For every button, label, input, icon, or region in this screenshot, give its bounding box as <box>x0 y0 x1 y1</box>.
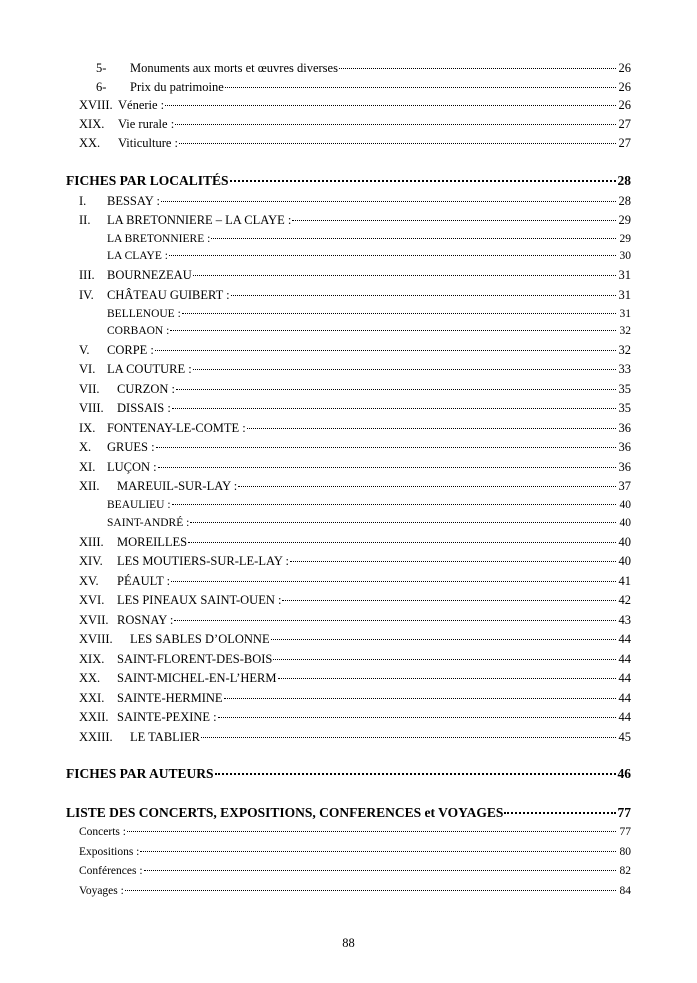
toc-page: 33 <box>618 362 631 376</box>
dot-leader <box>504 812 616 814</box>
toc-label: Expositions : <box>79 846 140 858</box>
toc-page: 36 <box>618 460 631 474</box>
toc-number: 6- <box>96 80 107 94</box>
toc-label: FICHES PAR LOCALITÉS <box>66 173 229 188</box>
toc-label: LUÇON : <box>107 460 157 474</box>
toc-entry <box>117 533 631 551</box>
dot-leader <box>273 659 616 660</box>
toc-row <box>0 552 697 570</box>
toc-label: SAINT-ANDRÉ : <box>107 517 190 529</box>
toc-label: SAINTE-PEXINE : <box>117 710 217 724</box>
toc-entry <box>66 804 631 822</box>
toc-label: MOREILLES <box>117 535 188 549</box>
toc-page: 29 <box>619 233 631 245</box>
toc-number: XXIII. <box>79 730 113 744</box>
toc-number: 5- <box>96 61 107 75</box>
toc-subrow <box>0 247 697 265</box>
dot-leader <box>165 105 616 106</box>
toc-label: Viticulture : <box>118 136 178 150</box>
dot-leader <box>231 295 616 296</box>
section-heading <box>0 172 697 190</box>
toc-page: 27 <box>618 136 631 150</box>
toc-label: BESSAY : <box>107 194 160 208</box>
toc-row <box>0 360 697 378</box>
toc-row <box>0 650 697 668</box>
dot-leader <box>225 87 616 88</box>
toc-label: Concerts : <box>79 826 126 838</box>
toc-label: LES SABLES D’OLONNE <box>130 632 270 646</box>
toc-label: CORPE : <box>107 343 154 357</box>
dot-leader <box>190 522 616 523</box>
dot-leader <box>271 639 616 640</box>
dot-leader <box>230 180 616 182</box>
toc-page: 27 <box>618 117 631 131</box>
toc-entry <box>117 591 631 609</box>
toc-label: LA BRETONNIERE : <box>107 233 211 245</box>
toc-label: LA CLAYE : <box>107 250 168 262</box>
toc-page: 29 <box>618 213 631 227</box>
toc-page: 46 <box>617 766 631 781</box>
toc-number: VI. <box>79 362 96 376</box>
dot-leader <box>282 600 616 601</box>
toc-number: XXI. <box>79 691 105 705</box>
toc-row <box>0 477 697 495</box>
toc-row <box>0 862 697 880</box>
toc-page: 44 <box>618 652 631 666</box>
toc-entry <box>130 59 631 77</box>
dot-leader <box>278 678 617 679</box>
toc-row <box>0 843 697 861</box>
toc-row <box>0 380 697 398</box>
toc-page: 37 <box>618 479 631 493</box>
toc-label: LISTE DES CONCERTS, EXPOSITIONS, CONFERENCES et VOYAGES <box>66 805 504 820</box>
toc-entry <box>107 360 631 378</box>
dot-leader <box>161 201 616 202</box>
toc-label: CHÂTEAU GUIBERT : <box>107 288 230 302</box>
dot-leader <box>215 773 616 775</box>
toc-entry <box>107 438 631 456</box>
toc-row <box>0 341 697 359</box>
toc-number: XXII. <box>79 710 109 724</box>
toc-label: CURZON : <box>117 382 175 396</box>
dot-leader <box>211 238 616 239</box>
toc-label: ROSNAY : <box>117 613 174 627</box>
toc-row <box>0 611 697 629</box>
dot-leader <box>247 428 616 429</box>
toc-page: 80 <box>619 846 631 858</box>
dot-leader <box>172 504 616 505</box>
toc-row <box>0 572 697 590</box>
toc-label: BELLENOUE : <box>107 308 181 320</box>
toc-page: 32 <box>618 343 631 357</box>
toc-page: 31 <box>619 308 631 320</box>
toc-row <box>0 96 697 114</box>
toc-entry <box>117 380 631 398</box>
toc-row <box>0 419 697 437</box>
dot-leader <box>238 486 616 487</box>
toc-number: VII. <box>79 382 100 396</box>
toc-row <box>0 192 697 210</box>
dot-leader <box>125 890 616 891</box>
toc-number: XII. <box>79 479 100 493</box>
dot-leader <box>144 870 616 871</box>
toc-entry <box>118 96 631 114</box>
section-heading <box>0 804 697 822</box>
toc-label: LES MOUTIERS-SUR-LE-LAY : <box>117 554 289 568</box>
toc-row <box>0 823 697 841</box>
toc-row <box>0 78 697 96</box>
toc-row <box>0 59 697 77</box>
toc-page: 26 <box>618 98 631 112</box>
dot-leader <box>172 408 616 409</box>
dot-leader <box>155 350 616 351</box>
toc-label: FICHES PAR AUTEURS <box>66 766 214 781</box>
toc-entry <box>79 882 631 900</box>
toc-entry <box>117 689 631 707</box>
toc-row <box>0 438 697 456</box>
toc-label: LA COUTURE : <box>107 362 192 376</box>
toc-entry <box>117 611 631 629</box>
toc-entry <box>117 708 631 726</box>
toc-entry <box>79 823 631 841</box>
toc-label: Vie rurale : <box>118 117 175 131</box>
toc-number: XVIII. <box>79 632 113 646</box>
toc-label: CORBAON : <box>107 325 170 337</box>
toc-label: Conférences : <box>79 865 143 877</box>
toc-page: 42 <box>618 593 631 607</box>
dot-leader <box>339 68 616 69</box>
toc-number: IV. <box>79 288 94 302</box>
dot-leader <box>193 369 616 370</box>
toc-subrow <box>0 496 697 514</box>
toc-entry <box>107 247 631 265</box>
toc-entry <box>130 78 631 96</box>
toc-entry <box>107 341 631 359</box>
toc-row <box>0 669 697 687</box>
toc-page: 41 <box>618 574 631 588</box>
toc-label: DISSAIS : <box>117 401 171 415</box>
toc-number: XIX. <box>79 117 105 131</box>
toc-page: 40 <box>619 517 631 529</box>
toc-label: LE TABLIER <box>130 730 200 744</box>
toc-page: 26 <box>618 80 631 94</box>
dot-leader <box>182 313 616 314</box>
toc-page: 36 <box>618 421 631 435</box>
toc-number: XV. <box>79 574 99 588</box>
toc-label: SAINT-FLORENT-DES-BOIS <box>117 652 273 666</box>
dot-leader <box>127 831 616 832</box>
toc-row <box>0 134 697 152</box>
toc-row <box>0 399 697 417</box>
toc-number: XVIII. <box>79 98 113 112</box>
toc-row <box>0 728 697 746</box>
toc-number: XX. <box>79 671 101 685</box>
toc-row <box>0 533 697 551</box>
toc-label: BEAULIEU : <box>107 499 171 511</box>
toc-label: Vénerie : <box>118 98 165 112</box>
dot-leader <box>201 737 616 738</box>
dot-leader <box>193 275 616 276</box>
toc-label: Voyages : <box>79 885 124 897</box>
dot-leader <box>158 467 616 468</box>
toc-entry <box>107 322 631 340</box>
toc-row <box>0 211 697 229</box>
toc-entry <box>118 115 631 133</box>
dot-leader <box>188 542 616 543</box>
toc-page: 35 <box>618 401 631 415</box>
toc-label: LES PINEAUX SAINT-OUEN : <box>117 593 282 607</box>
toc-page: 44 <box>618 671 631 685</box>
toc-subrow <box>0 230 697 248</box>
toc-page: 82 <box>619 865 631 877</box>
toc-number: II. <box>79 213 91 227</box>
toc-entry <box>117 552 631 570</box>
toc-number: X. <box>79 440 92 454</box>
toc-page: 44 <box>618 710 631 724</box>
toc-label: SAINTE-HERMINE <box>117 691 223 705</box>
toc-label: PÉAULT : <box>117 574 171 588</box>
toc-entry <box>117 572 631 590</box>
toc-label: Prix du patrimoine <box>130 80 224 94</box>
toc-subrow <box>0 514 697 532</box>
toc-number: V. <box>79 343 90 357</box>
dot-leader <box>218 717 616 718</box>
toc-label: MAREUIL-SUR-LAY : <box>117 479 238 493</box>
toc-entry <box>107 192 631 210</box>
toc-page: 43 <box>618 613 631 627</box>
toc-row <box>0 708 697 726</box>
toc-entry <box>117 477 631 495</box>
toc-page: 40 <box>619 499 631 511</box>
toc-page: 44 <box>618 691 631 705</box>
toc-label: GRUES : <box>107 440 155 454</box>
toc-number: XVI. <box>79 593 105 607</box>
toc-row <box>0 630 697 648</box>
dot-leader <box>174 620 616 621</box>
toc-entry <box>118 134 631 152</box>
toc-page: 28 <box>617 173 631 188</box>
toc-row <box>0 115 697 133</box>
toc-number: XIX. <box>79 652 105 666</box>
toc-label: SAINT-MICHEL-EN-L’HERM <box>117 671 277 685</box>
toc-page: 28 <box>618 194 631 208</box>
toc-row <box>0 882 697 900</box>
toc-page: 36 <box>618 440 631 454</box>
section-heading <box>0 765 697 783</box>
toc-entry <box>107 458 631 476</box>
toc-entry <box>107 211 631 229</box>
toc-label: Monuments aux morts et œuvres diverses <box>130 61 338 75</box>
toc-number: XIV. <box>79 554 103 568</box>
dot-leader <box>156 447 616 448</box>
dot-leader <box>140 851 616 852</box>
toc-number: XI. <box>79 460 96 474</box>
toc-page: 35 <box>618 382 631 396</box>
toc-page: 40 <box>618 535 631 549</box>
toc-entry <box>66 765 631 783</box>
toc-number: IX. <box>79 421 96 435</box>
toc-entry <box>117 669 631 687</box>
dot-leader <box>169 255 616 256</box>
toc-entry <box>130 728 631 746</box>
page-number: 88 <box>342 936 355 950</box>
toc-entry <box>107 514 631 532</box>
dot-leader <box>170 330 616 331</box>
toc-row <box>0 266 697 284</box>
toc-page: 40 <box>618 554 631 568</box>
dot-leader <box>224 698 616 699</box>
toc-entry <box>107 266 631 284</box>
toc-entry <box>66 172 631 190</box>
toc-row <box>0 689 697 707</box>
toc-number: XVII. <box>79 613 109 627</box>
toc-entry <box>130 630 631 648</box>
dot-leader <box>171 581 616 582</box>
toc-row <box>0 591 697 609</box>
toc-entry <box>107 305 631 323</box>
toc-subrow <box>0 305 697 323</box>
toc-row <box>0 458 697 476</box>
toc-label: FONTENAY-LE-COMTE : <box>107 421 246 435</box>
toc-page: 31 <box>618 288 631 302</box>
toc-page: 45 <box>618 730 631 744</box>
dot-leader <box>175 124 616 125</box>
toc-entry <box>107 230 631 248</box>
toc-entry <box>107 496 631 514</box>
toc-page: 26 <box>618 61 631 75</box>
toc-subrow <box>0 322 697 340</box>
toc-page: 44 <box>618 632 631 646</box>
toc-entry <box>117 650 631 668</box>
toc-number: VIII. <box>79 401 104 415</box>
toc-number: XX. <box>79 136 101 150</box>
toc-page: 32 <box>619 325 631 337</box>
toc-number: I. <box>79 194 87 208</box>
dot-leader <box>292 220 616 221</box>
toc-page: 77 <box>619 826 631 838</box>
dot-leader <box>176 389 616 390</box>
toc-entry <box>79 862 631 880</box>
toc-label: LA BRETONNIERE – LA CLAYE : <box>107 213 292 227</box>
toc-row <box>0 286 697 304</box>
toc-entry <box>79 843 631 861</box>
toc-label: BOURNEZEAU <box>107 268 192 282</box>
toc-entry <box>117 399 631 417</box>
dot-leader <box>179 143 616 144</box>
dot-leader <box>290 561 616 562</box>
toc-page: 77 <box>617 805 631 820</box>
toc-page: 31 <box>618 268 631 282</box>
toc-number: III. <box>79 268 95 282</box>
toc-number: XIII. <box>79 535 104 549</box>
toc-entry <box>107 419 631 437</box>
toc-page: 84 <box>619 885 631 897</box>
toc-entry <box>107 286 631 304</box>
toc-page: 30 <box>619 250 631 262</box>
